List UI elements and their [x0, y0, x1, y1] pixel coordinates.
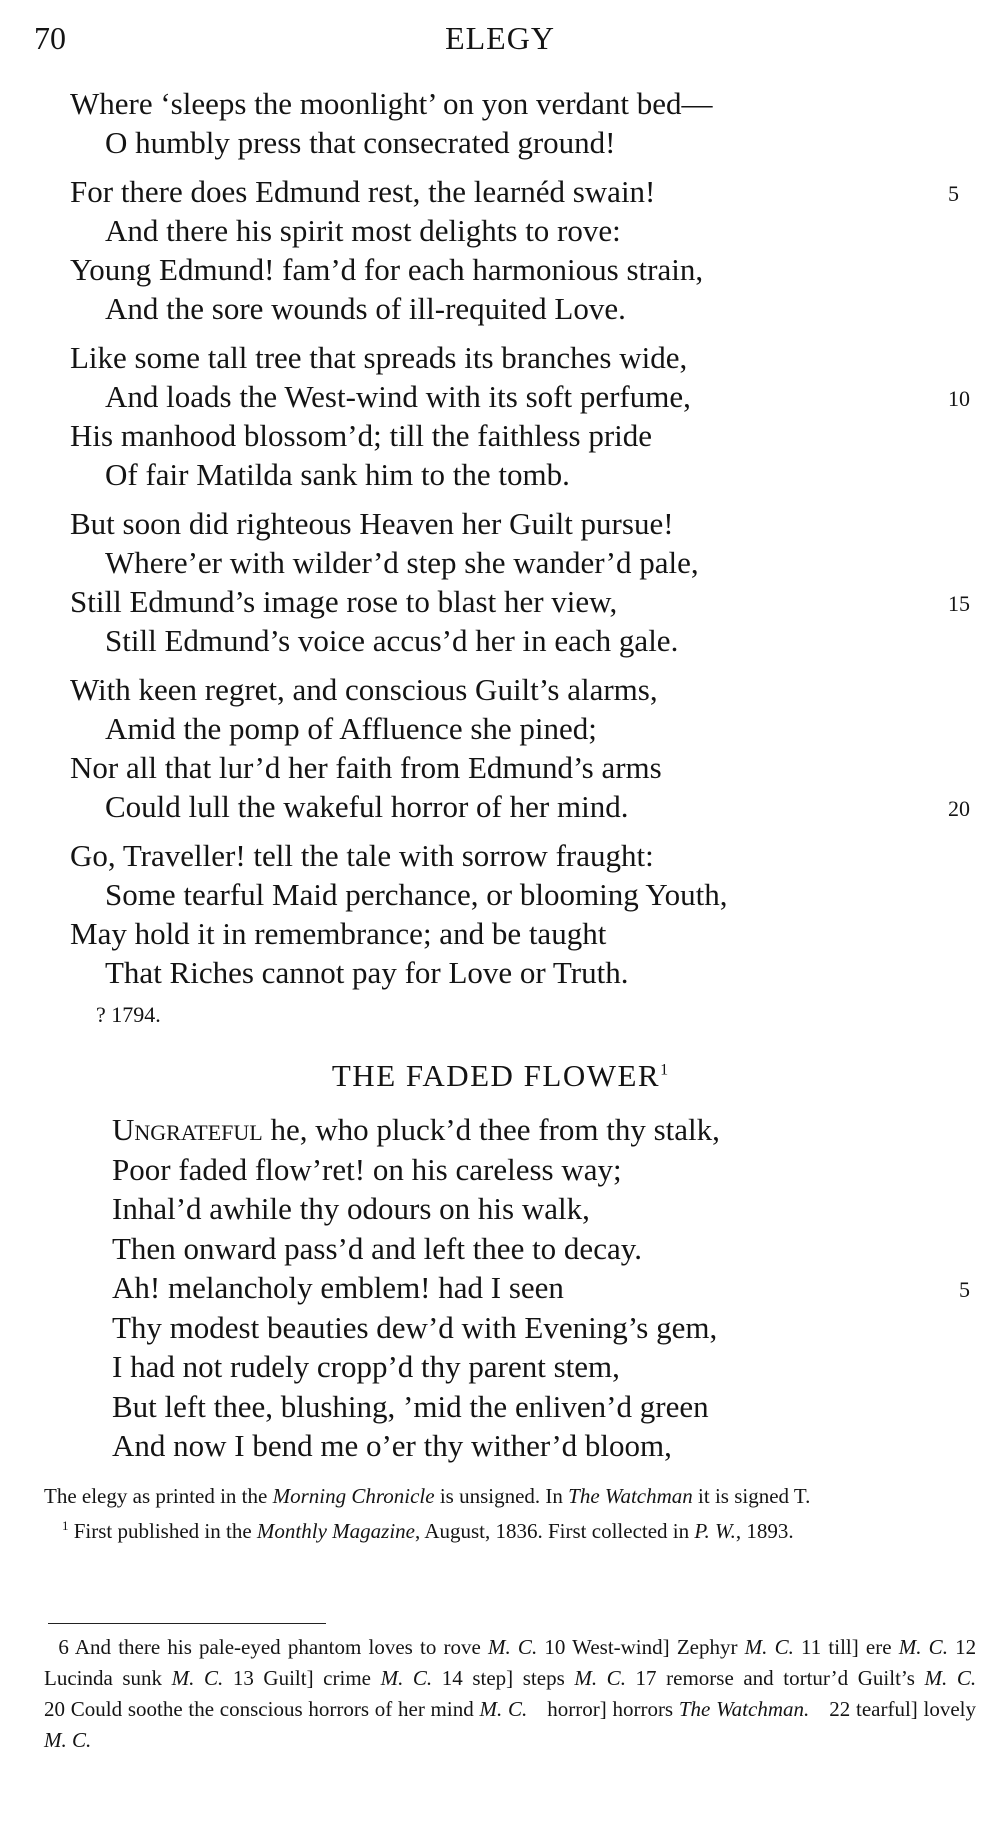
line-number: 20 [948, 796, 970, 821]
footnote-mark: 1 [62, 1518, 69, 1533]
line-text: Amid the pomp of Affluence she pined; [105, 711, 597, 746]
line-text: Still Edmund’s voice accus’d her in each gale. [105, 623, 679, 658]
source-abbrev: M. C. [44, 1728, 92, 1752]
line-number: 15 [948, 591, 970, 616]
line-text: Like some tall tree that spreads its branches wide, [70, 340, 688, 375]
line-text: O humbly press that consecrated ground! [105, 125, 616, 160]
line-text: I had not rudely cropp’d thy parent stem, [112, 1349, 620, 1384]
poem-line [70, 621, 970, 660]
note-text: it is signed T. [692, 1484, 811, 1508]
poem-line [70, 416, 970, 455]
poem-line [70, 84, 970, 123]
faded-flower-poem [112, 1110, 972, 1466]
line-text: And now I bend me o’er thy wither’d bloom, [112, 1428, 672, 1463]
line-text: That Riches cannot pay for Love or Truth. [105, 955, 629, 990]
note-text: First published in the [68, 1519, 257, 1543]
poem-line [70, 670, 970, 709]
line-text: Still Edmund’s image rose to blast her view, [70, 584, 618, 619]
source-abbrev: M. C. [171, 1666, 224, 1690]
page-number: 70 [34, 20, 66, 56]
line-text: Where’er with wilder’d step she wander’d pale, [105, 545, 699, 580]
section-title [0, 1058, 1000, 1094]
line-text: Inhal’d awhile thy odours on his walk, [112, 1191, 590, 1226]
source-abbrev: M. C. [574, 1666, 626, 1690]
source-abbrev: M. C. [924, 1666, 977, 1690]
line-text: His manhood blossom’d; till the faithless pride [70, 418, 653, 453]
note-text: is unsigned. In [434, 1484, 569, 1508]
poem-line [112, 1268, 972, 1308]
poem-line [70, 455, 970, 494]
stanza [70, 172, 970, 328]
line-number: 5 [959, 1277, 970, 1302]
source-abbrev: M. C. [898, 1635, 948, 1659]
line-text: Then onward pass’d and left thee to decay. [112, 1230, 642, 1266]
line-text: Poor faded flow’ret! on his careless way; [112, 1151, 622, 1187]
footnote-rule [48, 1623, 326, 1624]
poem-line [112, 1229, 972, 1269]
note-source: Morning Chronicle [272, 1484, 435, 1508]
note-source: Monthly Magazine [256, 1519, 415, 1543]
variant: 22 tearful] lovely [829, 1697, 977, 1721]
note-text: , August, 1836. First collected in [414, 1519, 695, 1543]
footnote-marker: 1 [660, 1061, 669, 1079]
line-text: With keen regret, and conscious Guilt’s alarms, [70, 672, 658, 707]
line-text: Nor all that lur’d her faith from Edmund’s arms [70, 750, 662, 785]
variants-line [44, 1694, 976, 1756]
poem-line [70, 377, 970, 416]
variant: 6 And there his pale-eyed phantom loves to rove [58, 1635, 481, 1659]
variant: 13 Guilt] crime [232, 1666, 371, 1690]
poem-line [112, 1308, 972, 1348]
poem-line [70, 836, 970, 875]
variant: 10 West-wind] Zephyr [544, 1635, 738, 1659]
line-text: Some tearful Maid perchance, or blooming Youth, [105, 877, 728, 912]
variant: 12 Lucinda sunk [44, 1635, 977, 1690]
line-text: And the sore wounds of ill-requited Love. [105, 291, 626, 326]
opening-word: Ungrateful [112, 1112, 263, 1147]
poem-line [112, 1347, 972, 1387]
poem-line [70, 289, 970, 328]
line-text: Of fair Matilda sank him to the tomb. [105, 457, 570, 492]
poem-line [70, 582, 970, 621]
stanza [70, 670, 970, 826]
poem-line [70, 250, 970, 289]
stanza [70, 338, 970, 494]
source-abbrev: M. C. [479, 1697, 528, 1721]
line-number: 10 [948, 386, 970, 411]
poem-line [70, 123, 970, 162]
running-title: ELEGY [445, 20, 555, 56]
page-header [0, 20, 1000, 64]
stanza [70, 836, 970, 992]
poem-line [70, 709, 970, 748]
line-text: Go, Traveller! tell the tale with sorrow fraught: [70, 838, 654, 873]
line-text: For there does Edmund rest, the learnéd swain! [70, 174, 656, 209]
poem-line [70, 914, 970, 953]
line-text: May hold it in remembrance; and be taught [70, 916, 607, 951]
faded-flower-title: THE FADED FLOWER [331, 1058, 661, 1093]
line-text: Young Edmund! fam’d for each harmonious strain, [70, 252, 704, 287]
poem-line [112, 1426, 972, 1466]
first-line-rest: he, who pluck’d thee from thy stalk, [262, 1112, 720, 1147]
poem-line [70, 172, 970, 211]
poem-line [70, 748, 970, 787]
stanza [70, 504, 970, 660]
poem-line [112, 1110, 972, 1150]
source-abbrev: M. C. [744, 1635, 794, 1659]
note-source: The Watchman [568, 1484, 693, 1508]
poem-line [70, 543, 970, 582]
line-text: Where ‘sleeps the moonlight’ on yon verdant bed— [70, 86, 713, 121]
editorial-notes [44, 1481, 976, 1546]
note-source: P. W. [694, 1519, 736, 1543]
poem-line [70, 875, 970, 914]
elegy-poem [70, 84, 970, 1030]
variant: horror] horrors [547, 1697, 674, 1721]
composition-date: ? 1794. [96, 1002, 161, 1027]
line-text: Ah! melancholy emblem! had I seen [112, 1270, 564, 1305]
line-number: 5 [948, 181, 959, 206]
poem-line [112, 1150, 972, 1190]
note-text: The elegy as printed in the [44, 1484, 273, 1508]
variant: 14 step] steps [441, 1666, 565, 1690]
poem-line [112, 1387, 972, 1427]
source-abbrev: M. C. [488, 1635, 538, 1659]
line-text: And loads the West-wind with its soft perfume, [105, 379, 691, 414]
line-text: But left thee, blushing, ’mid the enliven’d green [112, 1388, 709, 1424]
poem-line [70, 211, 970, 250]
stanza [70, 84, 970, 162]
source-abbrev: The Watchman. [678, 1697, 810, 1721]
poem-line [70, 787, 970, 826]
poem-line [70, 338, 970, 377]
variants-line [44, 1632, 976, 1694]
note-text: , 1893. [735, 1519, 794, 1543]
poem-line [70, 953, 970, 992]
source-abbrev: M. C. [380, 1666, 433, 1690]
footnote-1 [44, 1511, 976, 1546]
variant: 17 remorse and tortur’d Guilt’s [635, 1666, 915, 1690]
poem-line [112, 1189, 972, 1229]
poem-line [70, 504, 970, 543]
line-text: Could lull the wakeful horror of her mind. [105, 789, 629, 824]
line-text: But soon did righteous Heaven her Guilt pursue! [70, 506, 674, 541]
note-signature [44, 1481, 976, 1511]
variant: 11 till] ere [801, 1635, 892, 1659]
line-text: And there his spirit most delights to rove: [105, 213, 621, 248]
line-text: Thy modest beauties dew’d with Evening’s gem, [112, 1309, 718, 1345]
variant-readings [44, 1632, 976, 1756]
variant: 20 Could soothe the conscious horrors of her mind [44, 1697, 474, 1721]
